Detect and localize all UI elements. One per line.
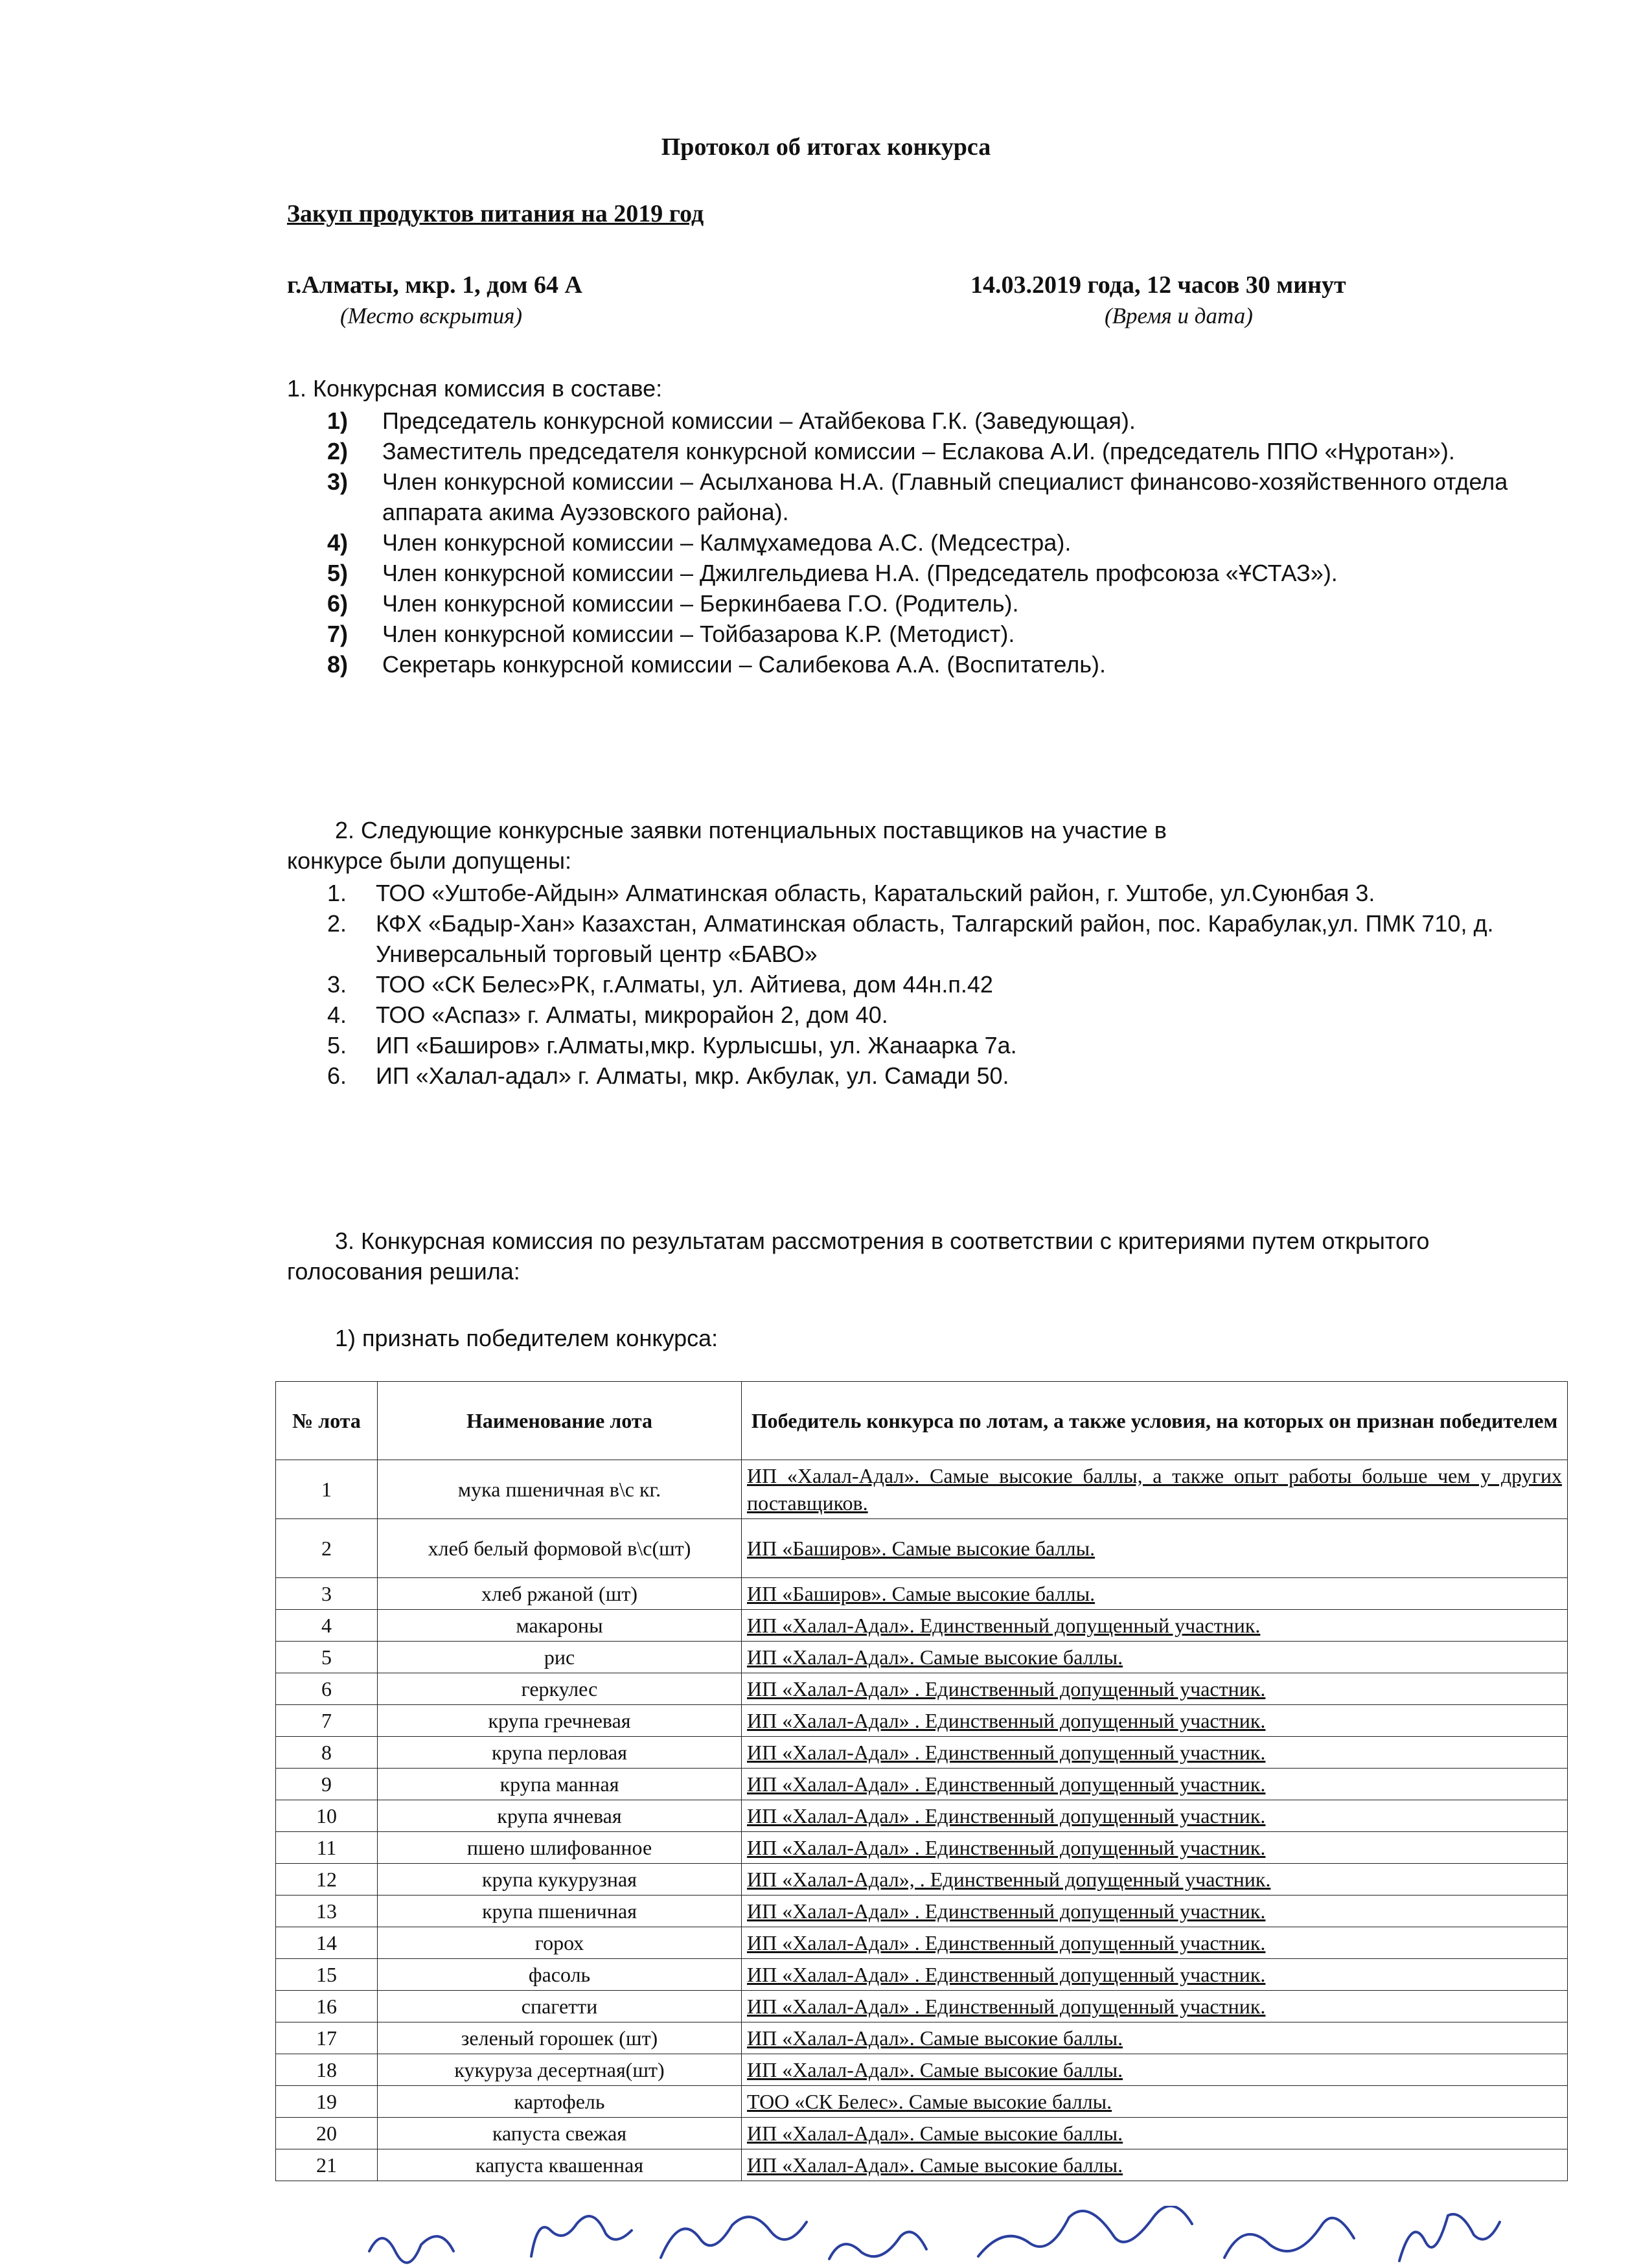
opening-place: г.Алматы, мкр. 1, дом 64 А	[287, 271, 582, 299]
list-item: 5. ИП «Баширов» г.Алматы,мкр. Курлысшы, ул. Жанаарка 7а.	[327, 1032, 1017, 1059]
list-item: 1. ТОО «Уштобе-Айдын» Алматинская область, Каратальский район, г. Уштобе, ул.Суюнбая 3.	[327, 880, 1375, 906]
table-row: 20 капуста свежая ИП «Халал-Адал». Самые высокие баллы.	[276, 2118, 1568, 2149]
list-item: 2. КФХ «Бадыр-Хан» Казахстан, Алматинская область, Талгарский район, пос. Карабулак,ул. ПМК 710, д. Универсальный торговый центр «БАВО»	[327, 910, 1494, 967]
table-header-row	[276, 1382, 1568, 1460]
signature-mark	[369, 2236, 453, 2263]
table-row: 1 мука пшеничная в\с кг. ИП «Халал-Адал». Самые высокие баллы, а также опыт работы больше чем у других поставщиков.	[276, 1460, 1568, 1519]
table-row: 21 капуста квашенная ИП «Халал-Адал». Самые высокие баллы.	[276, 2149, 1568, 2181]
header-lot-no: № лота	[276, 1382, 378, 1460]
table-row: 16 спагетти ИП «Халал-Адал» . Единственный допущенный участник.	[276, 1991, 1568, 2022]
document-title: Протокол об итогах конкурса	[661, 133, 991, 161]
opening-datetime: 14.03.2019 года, 12 часов 30 минут	[970, 271, 1346, 299]
signature-mark	[531, 2216, 632, 2256]
signature-mark	[978, 2206, 1192, 2256]
list-item: 6. ИП «Халал-адал» г. Алматы, мкр. Акбулак, ул. Самади 50.	[327, 1062, 1009, 1089]
section2-heading: 2. Следующие конкурсные заявки потенциальных поставщиков на участие в конкурсе были допущены:	[287, 817, 1167, 874]
table-row: 10 крупа ячневая ИП «Халал-Адал» . Единственный допущенный участник.	[276, 1800, 1568, 1832]
table-row: 13 крупа пшеничная ИП «Халал-Адал» . Единственный допущенный участник.	[276, 1896, 1568, 1927]
signature-mark	[829, 2232, 926, 2259]
commission-members-list	[327, 406, 1558, 680]
table-row: 4 макароны ИП «Халал-Адал». Единственный допущенный участник.	[276, 1610, 1568, 1642]
header-lot-name: Наименование лота	[378, 1382, 742, 1460]
signature-mark	[1399, 2214, 1500, 2261]
list-item: 3) Член конкурсной комиссии – Асылханова Н.А. (Главный специалист финансово-хозяйственного отдела аппарата акима Ауэзовского района).	[327, 468, 1508, 525]
list-item: 5) Член конкурсной комиссии – Джилгельдиева Н.А. (Председатель профсоюза «ҰСТАЗ»).	[327, 560, 1338, 586]
signature-mark	[661, 2217, 807, 2258]
signature-mark	[1224, 2218, 1354, 2258]
table-row: 17 зеленый горошек (шт) ИП «Халал-Адал». Самые высокие баллы.	[276, 2022, 1568, 2054]
admitted-suppliers-list	[327, 878, 1558, 1091]
table-row: 7 крупа гречневая ИП «Халал-Адал» . Единственный допущенный участник.	[276, 1705, 1568, 1737]
table-row: 6 геркулес ИП «Халал-Адал» . Единственный допущенный участник.	[276, 1673, 1568, 1705]
table-row: 14 горох ИП «Халал-Адал» . Единственный допущенный участник.	[276, 1927, 1568, 1959]
table-row: 3 хлеб ржаной (шт) ИП «Баширов». Самые высокие баллы.	[276, 1578, 1568, 1610]
list-item: 7) Член конкурсной комиссии – Тойбазарова К.Р. (Методист).	[327, 621, 1015, 647]
table-row: 8 крупа перловая ИП «Халал-Адал» . Единственный допущенный участник.	[276, 1737, 1568, 1769]
winners-table	[275, 1381, 1568, 2181]
place-caption: (Место вскрытия)	[340, 303, 522, 328]
list-item: 8) Секретарь конкурсной комиссии – Салибекова А.А. (Воспитатель).	[327, 651, 1106, 678]
list-item: 4. ТОО «Аспаз» г. Алматы, микрорайон 2, дом 40.	[327, 1002, 888, 1028]
table-row: 11 пшено шлифованное ИП «Халал-Адал» . Единственный допущенный участник.	[276, 1832, 1568, 1864]
handwritten-signatures	[363, 2206, 1626, 2268]
section3-heading: 3. Конкурсная комиссия по результатам рассмотрения в соответствии с критериями путем открытого голосования решила:	[287, 1228, 1430, 1285]
list-item: 3. ТОО «СК Белес»РК, г.Алматы, ул. Айтиева, дом 44н.п.42	[327, 971, 993, 998]
header-winner: Победитель конкурса по лотам, а также условия, на которых он признан победителем	[742, 1382, 1568, 1460]
table-row: 15 фасоль ИП «Халал-Адал» . Единственный допущенный участник.	[276, 1959, 1568, 1991]
table-row: 19 картофель ТОО «СК Белес». Самые высокие баллы.	[276, 2086, 1568, 2118]
table-row: 9 крупа манная ИП «Халал-Адал» . Единственный допущенный участник.	[276, 1769, 1568, 1800]
section1-heading: 1. Конкурсная комиссия в составе:	[287, 375, 663, 402]
decision-text: 1) признать победителем конкурса:	[335, 1325, 718, 1351]
list-item: 1) Председатель конкурсной комиссии – Атайбекова Г.К. (Заведующая).	[327, 407, 1136, 434]
list-item: 6) Член конкурсной комиссии – Беркинбаева Г.О. (Родитель).	[327, 590, 1019, 617]
table-row: 5 рис ИП «Халал-Адал». Самые высокие баллы.	[276, 1642, 1568, 1673]
list-item: 4) Член конкурсной комиссии – Калмұхамедова А.С. (Медсестра).	[327, 529, 1072, 556]
table-row: 18 кукуруза десертная(шт) ИП «Халал-Адал». Самые высокие баллы.	[276, 2054, 1568, 2086]
datetime-caption: (Время и дата)	[1105, 303, 1253, 328]
procurement-subject: Закуп продуктов питания на 2019 год	[287, 200, 704, 227]
table-row: 12 крупа кукурузная ИП «Халал-Адал», . Единственный допущенный участник.	[276, 1864, 1568, 1896]
table-row: 2 хлеб белый формовой в\с(шт) ИП «Баширов». Самые высокие баллы.	[276, 1519, 1568, 1578]
list-item: 2) Заместитель председателя конкурсной комиссии – Еслакова А.И. (председатель ППО «Нұротан»).	[327, 438, 1455, 464]
